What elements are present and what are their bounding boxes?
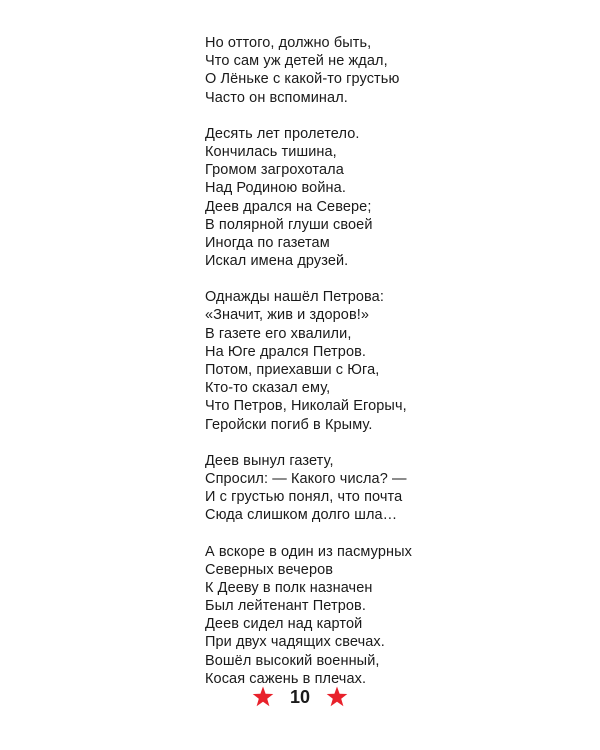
poem-line: И с грустью понял, что почта bbox=[205, 489, 403, 506]
poem-line: Спросил: — Какого числа? — bbox=[205, 470, 407, 487]
poem-line: Северных вечеров bbox=[205, 561, 334, 578]
poem-line: Над Родиною война. bbox=[205, 180, 346, 197]
poem-line: Искал имена друзей. bbox=[205, 253, 349, 270]
poem-line: Деев дрался на Севере; bbox=[205, 198, 372, 215]
poem-line: Десять лет пролетело. bbox=[205, 125, 360, 142]
poem-line: Потом, приехавши с Юга, bbox=[205, 362, 380, 378]
poem-line: Был лейтенант Петров. bbox=[205, 598, 366, 615]
stanza bbox=[205, 543, 565, 689]
poem-line: О Лёньке с какой-то грустью bbox=[205, 71, 400, 88]
poem-line: А вскоре в один из пасмурных bbox=[205, 543, 412, 560]
stanza bbox=[205, 452, 565, 525]
poem-line: Деев вынул газету, bbox=[205, 452, 334, 469]
poem-line: Что сам уж детей не ждал, bbox=[205, 53, 388, 70]
stanza bbox=[205, 288, 565, 434]
poem bbox=[205, 34, 565, 706]
poem-line: Однажды нашёл Петрова: bbox=[205, 289, 384, 306]
red-star-icon bbox=[251, 685, 275, 709]
poem-line: Что Петров, Николай Егорыч, bbox=[205, 398, 407, 415]
poem-line: Но оттого, должно быть, bbox=[205, 35, 372, 51]
red-star-icon bbox=[325, 685, 349, 709]
page-footer bbox=[0, 683, 600, 711]
poem-line: Косая сажень в плечах. bbox=[205, 670, 367, 687]
poem-line: Сюда слишком долго шла… bbox=[205, 507, 398, 524]
poem-line: В полярной глуши своей bbox=[205, 216, 373, 233]
poem-line: Вошёл высокий военный, bbox=[205, 652, 380, 669]
stanza bbox=[205, 125, 565, 271]
poem-line: При двух чадящих свечах. bbox=[205, 634, 385, 651]
poem-line: Иногда по газетам bbox=[205, 234, 330, 251]
poem-line: В газете его хвалили, bbox=[205, 325, 352, 342]
poem-line: «Значит, жив и здоров!» bbox=[205, 307, 370, 324]
poem-line: Деев сидел над картой bbox=[205, 616, 363, 633]
stanza bbox=[205, 34, 565, 107]
poem-line: Часто он вспоминал. bbox=[205, 89, 348, 106]
poem-line: К Дееву в полк назначен bbox=[205, 579, 373, 596]
poem-line: Кто-то сказал ему, bbox=[205, 380, 331, 397]
page-number: 10 bbox=[289, 686, 311, 707]
poem-line: Геройски погиб в Крыму. bbox=[205, 416, 373, 433]
poem-line: Громом загрохотала bbox=[205, 162, 344, 179]
poem-line: Кончилась тишина, bbox=[205, 143, 337, 160]
poem-line: На Юге дрался Петров. bbox=[205, 343, 367, 360]
